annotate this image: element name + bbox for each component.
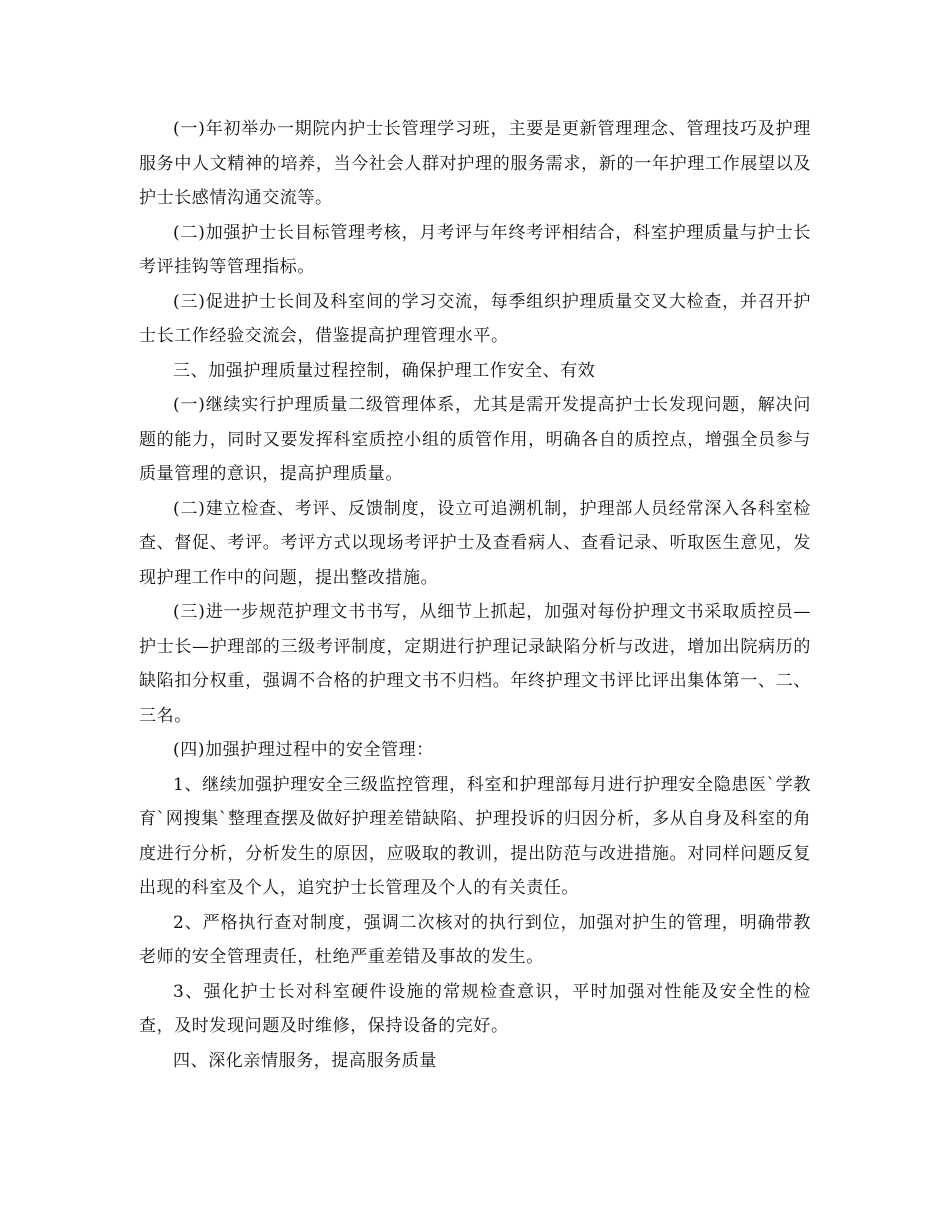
- paragraph: (一)年初举办一期院内护士长管理学习班，主要是更新管理理念、管理技巧及护理服务中人文精神的培养，当今社会人群对护理的服务需求，新的一年护理工作展望以及护士长感情沟通交流等。: [139, 119, 811, 208]
- section-heading: 四、深化亲情服务，提高服务质量: [173, 1050, 437, 1071]
- paragraph: (二)建立检查、考评、反馈制度，设立可追溯机制，护理部人员经常深入各科室检查、督促、考评。考评方式以现场考评护士及查看病人、查看记录、听取医生意见，发现护理工作中的问题，提出整改措施。: [139, 498, 811, 588]
- paragraph: (一)继续实行护理质量二级管理体系，尤其是需开发提高护士长发现问题，解决问题的能力，同时又要发挥科室质控小组的质管作用，明确各自的质控点，增强全员参与质量管理的意识，提高护理质量。: [139, 395, 811, 484]
- paragraph: 3、强化护士长对科室硬件设施的常规检查意识，平时加强对性能及安全性的检查，及时发现问题及时维修，保持设备的完好。: [139, 981, 811, 1036]
- section-heading: 三、加强护理质量过程控制，确保护理工作安全、有效: [173, 360, 596, 381]
- document-body: [139, 112, 811, 1078]
- paragraph: (二)加强护士长目标管理考核，月考评与年终考评相结合，科室护理质量与护士长考评挂钩等管理指标。: [139, 222, 811, 277]
- paragraph: (三)进一步规范护理文书书写，从细节上抓起，加强对每份护理文书采取质控员—护士长—护理部的三级考评制度，定期进行护理记录缺陷分析与改进，增加出院病历的缺陷扣分权重，强调不合格的护理文书不归档。年终护理文书评比评出集体第一、二、三名。: [139, 602, 811, 726]
- paragraph: 2、严格执行查对制度，强调二次核对的执行到位，加强对护生的管理，明确带教老师的安全管理责任，杜绝严重差错及事故的发生。: [139, 912, 811, 967]
- paragraph: (三)促进护士长间及科室间的学习交流，每季组织护理质量交叉大检查，并召开护士长工作经验交流会，借鉴提高护理管理水平。: [139, 291, 811, 346]
- paragraph: (四)加强护理过程中的安全管理：: [173, 740, 434, 760]
- paragraph: 1、继续加强护理安全三级监控管理，科室和护理部每月进行护理安全隐患医`学教育`网搜集`整理查摆及做好护理差错缺陷、护理投诉的归因分析，多从自身及科室的角度进行分析，分析发生的原因，应吸取的教训，提出防范与改进措施。对同样问题反复出现的科室及个人，追究护士长管理及个人的有关责任。: [139, 774, 811, 898]
